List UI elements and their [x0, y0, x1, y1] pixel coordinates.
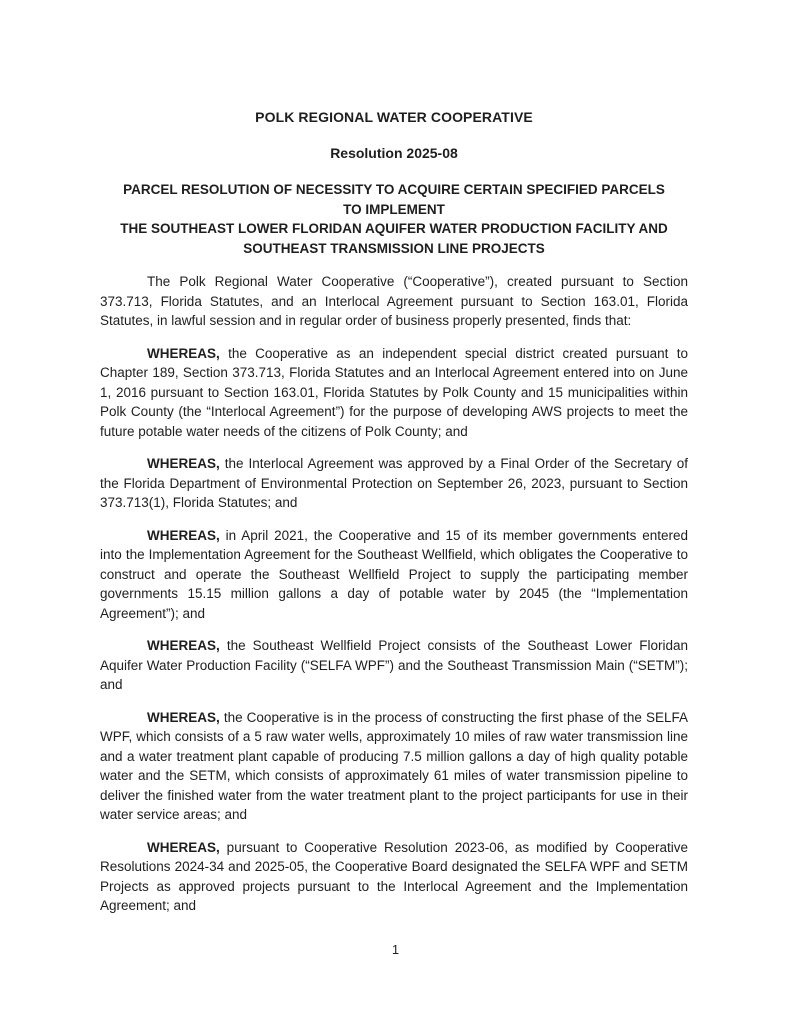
whereas-text: in April 2021, the Cooperative and 15 of its member governments entered into the Implementation Agreement for the Southeast Wellfield, which obligates the Cooperative to construct and operate the Southeast Wellfield Project to supply the participating member governments 15.15 million gallons a day of potable water by 2045 (the “Implementation Agreement”); and	[100, 527, 688, 621]
whereas-label: WHEREAS,	[147, 527, 220, 543]
resolution-number: Resolution 2025-08	[330, 144, 458, 161]
whereas-text: the Interlocal Agreement was approved by a Final Order of the Secretary of the Florida Department of Environmental Protection on September 26, 2023, pursuant to Section 373.713(1), Florida Statutes; and	[100, 456, 688, 510]
whereas-label: WHEREAS,	[147, 839, 220, 855]
document-content	[100, 108, 688, 916]
whereas-paragraph-2	[100, 454, 688, 513]
whereas-text: pursuant to Cooperative Resolution 2023-06, as modified by Cooperative Resolutions 2024-34 and 2025-05, the Cooperative Board designated the SELFA WPF and SETM Projects as approved projects pursuant to the Interlocal Agreement and the Implementation Agreement; and	[100, 839, 688, 913]
whereas-paragraph-4	[100, 636, 688, 695]
document-title: POLK REGIONAL WATER COOPERATIVE	[255, 109, 533, 125]
whereas-paragraph-5	[100, 708, 688, 825]
whereas-paragraph-3	[100, 526, 688, 624]
resolution-heading-line-1: PARCEL RESOLUTION OF NECESSITY TO ACQUIRE CERTAIN SPECIFIED PARCELS	[123, 182, 665, 197]
intro-paragraph: The Polk Regional Water Cooperative (“Cooperative”), created pursuant to Section 373.713, Florida Statutes, and an Interlocal Agreement pursuant to Section 163.01, Florida Statutes, in lawful session and in regular order of business properly presented, finds that:	[100, 274, 688, 328]
page-number: 1	[391, 942, 400, 957]
whereas-label: WHEREAS,	[147, 456, 220, 471]
whereas-text: the Cooperative is in the process of constructing the first phase of the SELFA WPF, which consists of a 5 raw water wells, approximately 10 miles of raw water transmission line and a water treatment plant capable of producing 7.5 million gallons a day of high quality potable water and the SETM, which consists of approximately 61 miles of water transmission pipeline to deliver the finished water from the water treatment plant to the project participants for use in their water service areas; and	[100, 709, 688, 822]
whereas-label: WHEREAS,	[147, 709, 220, 725]
whereas-label: WHEREAS,	[147, 638, 220, 653]
whereas-text: the Cooperative as an independent special district created pursuant to Chapter 189, Section 373.713, Florida Statutes and an Interlocal Agreement entered into on June 1, 2016 pursuant to Section 163.01, Florida Statutes by Polk County and 15 municipalities within Polk County (the “Interlocal Agreement”) for the purpose of developing AWS projects to meet the future potable water needs of the citizens of Polk County; and	[100, 345, 688, 439]
whereas-paragraph-1	[100, 344, 688, 442]
whereas-paragraph-6	[100, 838, 688, 916]
whereas-text: the Southeast Wellfield Project consists of the Southeast Lower Floridan Aquifer Water Production Facility (“SELFA WPF”) and the Southeast Transmission Main (“SETM”); and	[100, 638, 688, 692]
resolution-heading-line-3: THE SOUTHEAST LOWER FLORIDAN AQUIFER WATER PRODUCTION FACILITY AND	[120, 221, 668, 236]
resolution-heading-line-4: SOUTHEAST TRANSMISSION LINE PROJECTS	[243, 240, 545, 256]
resolution-heading	[100, 180, 688, 258]
resolution-heading-line-2: TO IMPLEMENT	[343, 201, 445, 217]
whereas-label: WHEREAS,	[147, 345, 220, 361]
